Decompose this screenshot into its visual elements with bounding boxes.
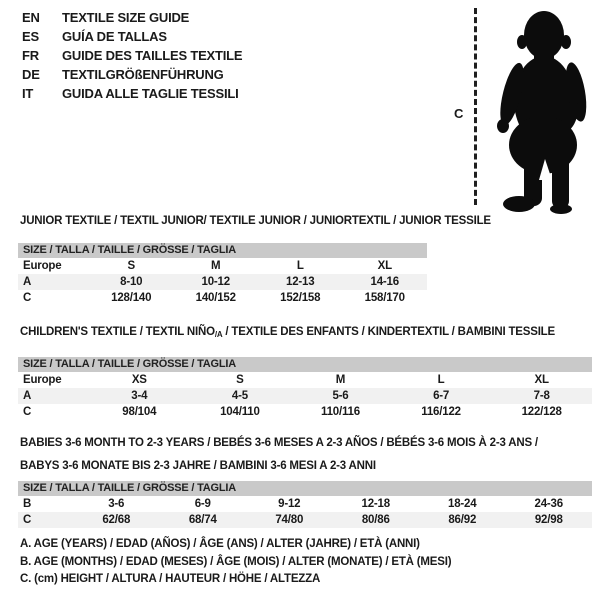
size-value: 116/122	[421, 406, 461, 418]
size-section-babies	[18, 435, 596, 528]
legend-note: C. (cm) HEIGHT / ALTURA / HAUTEUR / HÖHE / ALTEZZA	[20, 573, 321, 585]
language-row	[22, 8, 242, 27]
size-value: 122/128	[521, 406, 562, 418]
size-value: 62/68	[102, 514, 131, 526]
size-value: 86/92	[448, 514, 477, 526]
size-value: 4-5	[231, 390, 248, 402]
size-value: 12-18	[361, 498, 390, 510]
language-code: IT	[22, 86, 34, 101]
size-value: 18-24	[448, 498, 477, 510]
guide-title: GUÍA DE TALLAS	[62, 29, 167, 44]
language-code: FR	[22, 48, 39, 63]
size-value: 5-6	[332, 390, 349, 402]
section-title	[20, 324, 596, 343]
row-label: C	[23, 514, 32, 526]
size-table	[18, 243, 427, 306]
size-value: M	[211, 260, 221, 272]
size-value: XL	[377, 260, 392, 272]
size-header-bar: SIZE / TALLA / TAILLE / GRÖSSE / TAGLIA	[18, 481, 592, 496]
row-label: Europe	[23, 260, 62, 272]
guide-title: TEXTILGRÖßENFÜHRUNG	[62, 67, 224, 82]
size-value: 24-36	[534, 498, 563, 510]
language-code: EN	[22, 10, 40, 25]
table-row	[18, 372, 592, 388]
size-table	[18, 357, 592, 420]
language-row	[22, 65, 242, 84]
size-value: 7-8	[533, 390, 550, 402]
size-value: 92/98	[534, 514, 563, 526]
guide-title: GUIDE DES TAILLES TEXTILE	[62, 48, 243, 63]
size-value: L	[296, 260, 304, 272]
size-value: XL	[534, 374, 549, 386]
size-value: 74/80	[275, 514, 304, 526]
table-row	[18, 404, 592, 420]
title-text: CHILDREN'S TEXTILE / TEXTIL NIÑO	[20, 326, 215, 338]
size-value: 80/86	[361, 514, 390, 526]
size-value: 3-4	[131, 390, 148, 402]
size-value: 68/74	[188, 514, 217, 526]
size-value: 10-12	[201, 276, 230, 288]
row-label: C	[23, 406, 32, 418]
height-measure-label: C	[454, 106, 464, 121]
title-text: BABYS 3-6 MONATE BIS 2-3 JAHRE / BAMBINI 3-6 MESI A 2-3 ANNI	[20, 460, 376, 472]
size-value: 6-7	[433, 390, 450, 402]
section-title	[20, 213, 596, 229]
title-text: JUNIOR TEXTILE / TEXTIL JUNIOR/ TEXTILE JUNIOR / JUNIORTEXTIL / JUNIOR TESSILE	[20, 215, 491, 227]
guide-title: GUIDA ALLE TAGLIE TESSILI	[62, 86, 239, 101]
size-header-bar: SIZE / TALLA / TAILLE / GRÖSSE / TAGLIA	[18, 357, 592, 372]
table-row	[18, 496, 592, 512]
row-label: A	[23, 390, 32, 402]
size-value: 104/110	[220, 406, 260, 418]
section-title	[20, 458, 596, 474]
table-row	[18, 388, 592, 404]
size-value: 14-16	[370, 276, 399, 288]
table-row	[18, 258, 427, 274]
title-text: BABIES 3-6 MONTH TO 2-3 YEARS / BEBÉS 3-6 MESES A 2-3 AÑOS / BÉBÉS 3-6 MOIS À 2-3 ANS /	[20, 437, 538, 449]
language-title-list	[22, 8, 242, 103]
guide-title: TEXTILE SIZE GUIDE	[62, 10, 190, 25]
title-subscript: /A	[214, 330, 223, 339]
section-title	[20, 435, 596, 451]
row-label: A	[23, 276, 32, 288]
language-row	[22, 46, 242, 65]
size-value: 110/116	[321, 406, 360, 418]
size-header-bar: SIZE / TALLA / TAILLE / GRÖSSE / TAGLIA	[18, 243, 427, 258]
table-row	[18, 290, 427, 306]
size-value: 3-6	[108, 498, 125, 510]
size-value: 6-9	[194, 498, 211, 510]
size-value: M	[335, 374, 346, 386]
size-value: 128/140	[111, 292, 152, 304]
height-measure-dashed-line	[474, 8, 477, 205]
size-value: 98/104	[122, 406, 157, 418]
size-section-junior	[18, 213, 596, 306]
size-value: S	[236, 374, 244, 386]
size-tables-area	[18, 213, 596, 528]
language-code: ES	[22, 29, 39, 44]
legend-note: B. AGE (MONTHS) / EDAD (MESES) / ÂGE (MOIS) / ALTER (MONATE) / ETÀ (MESI)	[20, 555, 452, 568]
language-row	[22, 84, 242, 103]
size-value: 12-13	[286, 276, 315, 288]
baby-figure	[440, 0, 600, 215]
title-text: / TEXTILE DES ENFANTS / KINDERTEXTIL / BAMBINI TESSILE	[222, 326, 555, 338]
row-label: B	[23, 498, 32, 510]
language-code: DE	[22, 67, 40, 82]
size-value: S	[127, 260, 135, 272]
size-value: 152/158	[280, 292, 321, 304]
row-label: Europe	[23, 374, 62, 386]
size-value: 140/152	[195, 292, 236, 304]
size-section-children	[18, 324, 596, 420]
row-label: C	[23, 292, 32, 304]
legend-notes	[20, 536, 451, 589]
size-value: 8-10	[120, 276, 143, 288]
size-value: XS	[131, 374, 147, 386]
size-value: 9-12	[278, 498, 301, 510]
table-row	[18, 512, 592, 528]
language-row	[22, 27, 242, 46]
legend-note: A. AGE (YEARS) / EDAD (AÑOS) / ÂGE (ANS) / ALTER (JAHRE) / ETÀ (ANNI)	[20, 538, 420, 550]
size-value: 158/170	[364, 292, 405, 304]
baby-toddler-silhouette-icon	[488, 4, 600, 214]
size-value: L	[437, 374, 445, 386]
table-row	[18, 274, 427, 290]
size-table	[18, 481, 592, 528]
